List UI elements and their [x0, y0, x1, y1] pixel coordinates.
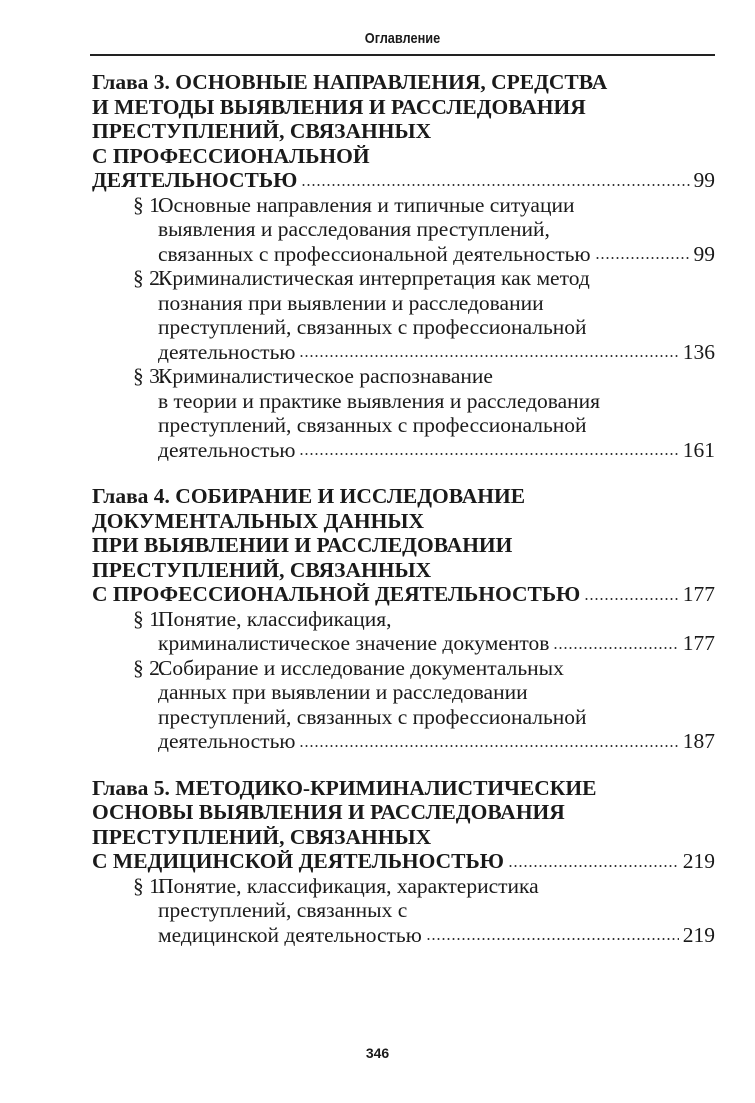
dot-leader	[508, 864, 679, 868]
toc-line	[92, 509, 715, 534]
toc-line-text: преступлений, связанных с	[158, 898, 408, 922]
toc-page-number: 187	[682, 729, 715, 753]
toc-line	[92, 849, 715, 874]
toc-line	[158, 898, 715, 923]
page-number: 346	[365, 1045, 390, 1061]
section-number: § 1.	[133, 192, 166, 217]
chapter-title	[92, 484, 715, 607]
toc-page-number: 219	[682, 922, 715, 947]
toc-line-text: И МЕТОДЫ ВЫЯВЛЕНИЯ И РАССЛЕДОВАНИЯ	[92, 94, 586, 119]
dot-leader	[299, 354, 678, 358]
toc-line	[158, 242, 715, 267]
toc-line	[158, 705, 715, 730]
toc-line	[92, 70, 715, 95]
section-number: § 1.	[133, 873, 166, 898]
toc-line	[92, 776, 715, 801]
toc-line	[92, 558, 715, 583]
toc-line	[158, 631, 715, 656]
section-number: § 2.	[133, 266, 166, 290]
toc-line-text: Собирание и исследование документальных	[158, 655, 564, 680]
toc-line	[158, 923, 715, 948]
section-number: § 2.	[133, 655, 166, 680]
toc-line-text: криминалистическое значение документов	[158, 631, 550, 655]
toc-line	[158, 193, 715, 218]
toc-line-text: преступлений, связанных с профессиональной	[158, 315, 587, 339]
toc-line	[158, 680, 715, 705]
toc-line	[92, 484, 715, 509]
header-rule	[90, 54, 715, 56]
toc-line-text: ПРЕСТУПЛЕНИЙ, СВЯЗАННЫХ	[92, 119, 432, 143]
toc-section[interactable]	[92, 874, 715, 948]
toc-line-text: Понятие, классификация, характеристика	[158, 873, 539, 898]
toc-line-text: Глава 5. МЕТОДИКО-КРИМИНАЛИСТИЧЕСКИЕ	[92, 775, 597, 800]
toc-section[interactable]	[92, 193, 715, 267]
toc-line-text: ДОКУМЕНТАЛЬНЫХ ДАННЫХ	[92, 508, 424, 533]
section-number: § 3.	[133, 364, 166, 388]
chapter-title	[92, 776, 715, 874]
toc-line	[158, 364, 715, 389]
toc-line-text: С МЕДИЦИНСКОЙ ДЕЯТЕЛЬНОСТЬЮ	[92, 849, 504, 873]
toc-chapter[interactable]	[92, 484, 715, 754]
toc-line-text: Криминалистическое распознавание	[158, 364, 493, 388]
dot-leader	[301, 183, 689, 187]
toc-page-number: 219	[682, 849, 715, 873]
toc-line-text: С ПРОФЕССИОНАЛЬНОЙ ДЕЯТЕЛЬНОСТЬЮ	[92, 582, 581, 606]
dot-leader	[299, 452, 678, 456]
toc-line	[158, 874, 715, 899]
toc-line-text: связанных с профессиональной деятельностью	[158, 241, 591, 266]
toc-page-number: 99	[693, 241, 715, 266]
toc-line	[158, 656, 715, 681]
toc-chapter[interactable]	[92, 70, 715, 462]
toc-chapter[interactable]	[92, 776, 715, 948]
dot-leader	[595, 256, 690, 260]
toc-line	[92, 95, 715, 120]
toc-line	[158, 291, 715, 316]
toc-line-text: ПРЕСТУПЛЕНИЙ, СВЯЗАННЫХ	[92, 824, 432, 849]
toc-line	[92, 533, 715, 558]
toc-line-text: выявления и расследования преступлений,	[158, 217, 550, 241]
toc-section[interactable]	[92, 656, 715, 754]
toc-line-text: ПРИ ВЫЯВЛЕНИИ И РАССЛЕДОВАНИИ	[92, 533, 513, 557]
toc-line	[92, 119, 715, 144]
toc-line-text: ПРЕСТУПЛЕНИЙ, СВЯЗАННЫХ	[92, 557, 432, 582]
toc-line-text: Глава 3. ОСНОВНЫЕ НАПРАВЛЕНИЯ, СРЕДСТВА	[92, 70, 608, 94]
toc-line-text: С ПРОФЕССИОНАЛЬНОЙ	[92, 143, 370, 168]
toc-line	[158, 438, 715, 463]
toc-line	[158, 413, 715, 438]
toc-line	[92, 582, 715, 607]
toc-section[interactable]	[92, 364, 715, 462]
toc-line	[158, 217, 715, 242]
toc-line-text: ДЕЯТЕЛЬНОСТЬЮ	[92, 168, 298, 192]
toc-line-text: медицинской деятельностью	[158, 922, 422, 947]
dot-leader	[584, 597, 679, 601]
toc-page-number: 136	[682, 339, 715, 364]
toc-line	[158, 315, 715, 340]
toc-line-text: деятельностью	[158, 729, 296, 753]
chapter-title	[92, 70, 715, 193]
toc-line-text: деятельностью	[158, 339, 296, 364]
toc-line	[158, 266, 715, 291]
dot-leader	[553, 646, 678, 650]
running-header: Оглавление	[364, 30, 441, 47]
toc-line-text: данных при выявлении и расследовании	[158, 680, 528, 704]
toc-line	[158, 340, 715, 365]
toc-line	[92, 168, 715, 193]
section-number: § 1.	[133, 606, 166, 631]
dot-leader	[426, 937, 679, 941]
toc-page-number: 161	[682, 437, 715, 462]
toc-line	[158, 729, 715, 754]
toc-line-text: Основные направления и типичные ситуации	[158, 192, 575, 217]
toc-line	[158, 607, 715, 632]
toc-line	[92, 144, 715, 169]
toc-line-text: Понятие, классификация,	[158, 606, 392, 631]
toc-line-text: Глава 4. СОБИРАНИЕ И ИССЛЕДОВАНИЕ	[92, 484, 526, 508]
toc-line-text: преступлений, связанных с профессиональной	[158, 704, 587, 729]
toc-line-text: преступлений, связанных с профессиональной	[158, 413, 587, 437]
toc-line	[92, 800, 715, 825]
toc-line-text: ОСНОВЫ ВЫЯВЛЕНИЯ И РАССЛЕДОВАНИЯ	[92, 800, 565, 824]
table-of-contents	[92, 70, 715, 969]
toc-line-text: деятельностью	[158, 437, 296, 462]
toc-line-text: Криминалистическая интерпретация как метод	[158, 266, 590, 290]
toc-page-number: 177	[682, 582, 715, 606]
toc-page-number: 177	[682, 631, 715, 655]
toc-section[interactable]	[92, 266, 715, 364]
dot-leader	[299, 744, 678, 748]
toc-section[interactable]	[92, 607, 715, 656]
toc-line-text: в теории и практике выявления и расследования	[158, 388, 601, 413]
toc-line	[158, 389, 715, 414]
toc-line	[92, 825, 715, 850]
toc-page-number: 99	[693, 168, 715, 192]
toc-line-text: познания при выявлении и расследовании	[158, 290, 544, 315]
